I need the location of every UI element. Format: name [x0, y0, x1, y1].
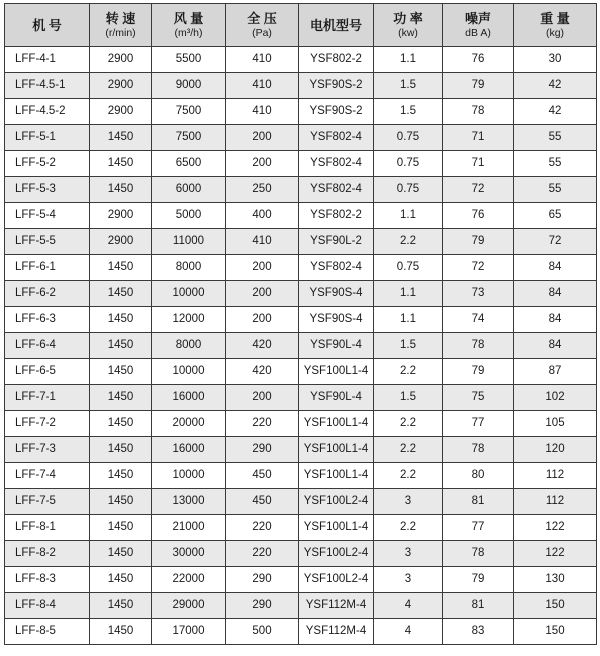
noise-cell: 72: [443, 255, 514, 281]
motor-cell: YSF802-4: [299, 177, 374, 203]
model-cell: LFF-5-1: [5, 125, 90, 151]
pressure-cell: 420: [226, 359, 299, 385]
table-row: [5, 151, 597, 177]
fan-spec-table: [4, 3, 597, 645]
speed-cell: 2900: [90, 229, 152, 255]
header-motor-label: 电机型号: [309, 17, 362, 33]
airflow-cell: 22000: [152, 567, 226, 593]
pressure-cell: 200: [226, 385, 299, 411]
model-cell: LFF-5-4: [5, 203, 90, 229]
weight-cell: 150: [514, 593, 597, 619]
pressure-cell: 200: [226, 307, 299, 333]
pressure-cell: 290: [226, 567, 299, 593]
noise-cell: 77: [443, 411, 514, 437]
table-row: [5, 73, 597, 99]
airflow-cell: 9000: [152, 73, 226, 99]
power-cell: 3: [374, 567, 443, 593]
header-row: [5, 4, 597, 47]
motor-cell: YSF100L1-4: [299, 411, 374, 437]
speed-cell: 1450: [90, 125, 152, 151]
motor-cell: YSF802-4: [299, 151, 374, 177]
motor-cell: YSF90S-2: [299, 99, 374, 125]
speed-cell: 1450: [90, 437, 152, 463]
noise-cell: 81: [443, 489, 514, 515]
speed-cell: 1450: [90, 619, 152, 645]
airflow-cell: 10000: [152, 463, 226, 489]
pressure-cell: 410: [226, 229, 299, 255]
pressure-cell: 410: [226, 99, 299, 125]
speed-cell: 1450: [90, 515, 152, 541]
airflow-cell: 8000: [152, 255, 226, 281]
power-cell: 4: [374, 619, 443, 645]
model-cell: LFF-6-5: [5, 359, 90, 385]
power-cell: 1.5: [374, 333, 443, 359]
pressure-cell: 290: [226, 593, 299, 619]
noise-cell: 77: [443, 515, 514, 541]
noise-cell: 80: [443, 463, 514, 489]
motor-cell: YSF100L1-4: [299, 437, 374, 463]
table-row: [5, 203, 597, 229]
speed-cell: 2900: [90, 203, 152, 229]
header-airflow: [152, 4, 226, 47]
header-noise-label: 噪声: [464, 10, 491, 26]
weight-cell: 112: [514, 489, 597, 515]
airflow-cell: 29000: [152, 593, 226, 619]
header-power: [374, 4, 443, 47]
power-cell: 1.5: [374, 99, 443, 125]
pressure-cell: 200: [226, 255, 299, 281]
motor-cell: YSF802-2: [299, 47, 374, 73]
noise-cell: 76: [443, 203, 514, 229]
motor-cell: YSF90S-2: [299, 73, 374, 99]
noise-cell: 73: [443, 281, 514, 307]
power-cell: 2.2: [374, 515, 443, 541]
airflow-cell: 6000: [152, 177, 226, 203]
noise-cell: 81: [443, 593, 514, 619]
model-cell: LFF-7-2: [5, 411, 90, 437]
weight-cell: 84: [514, 255, 597, 281]
header-weight-unit: (kg): [545, 26, 565, 39]
model-cell: LFF-4-1: [5, 47, 90, 73]
power-cell: 2.2: [374, 411, 443, 437]
motor-cell: YSF100L1-4: [299, 463, 374, 489]
weight-cell: 84: [514, 333, 597, 359]
motor-cell: YSF112M-4: [299, 619, 374, 645]
header-noise: [443, 4, 514, 47]
table-row: [5, 463, 597, 489]
header-pressure: [226, 4, 299, 47]
pressure-cell: 200: [226, 151, 299, 177]
header-airflow-label: 风 量: [173, 10, 204, 26]
table-row: [5, 99, 597, 125]
speed-cell: 1450: [90, 593, 152, 619]
noise-cell: 78: [443, 333, 514, 359]
power-cell: 0.75: [374, 177, 443, 203]
model-cell: LFF-7-1: [5, 385, 90, 411]
pressure-cell: 450: [226, 489, 299, 515]
motor-cell: YSF100L2-4: [299, 489, 374, 515]
header-model-label: 机 号: [32, 17, 62, 33]
weight-cell: 55: [514, 151, 597, 177]
table-header: [5, 4, 597, 47]
speed-cell: 1450: [90, 281, 152, 307]
header-speed-unit: (r/min): [105, 26, 136, 39]
speed-cell: 1450: [90, 333, 152, 359]
airflow-cell: 5500: [152, 47, 226, 73]
table-row: [5, 359, 597, 385]
model-cell: LFF-4.5-2: [5, 99, 90, 125]
power-cell: 0.75: [374, 151, 443, 177]
model-cell: LFF-7-5: [5, 489, 90, 515]
weight-cell: 122: [514, 541, 597, 567]
power-cell: 1.5: [374, 385, 443, 411]
airflow-cell: 11000: [152, 229, 226, 255]
weight-cell: 102: [514, 385, 597, 411]
airflow-cell: 7500: [152, 99, 226, 125]
weight-cell: 84: [514, 281, 597, 307]
noise-cell: 79: [443, 229, 514, 255]
power-cell: 0.75: [374, 125, 443, 151]
motor-cell: YSF100L2-4: [299, 567, 374, 593]
header-noise-unit: dB A): [465, 26, 491, 39]
weight-cell: 122: [514, 515, 597, 541]
weight-cell: 112: [514, 463, 597, 489]
airflow-cell: 13000: [152, 489, 226, 515]
pressure-cell: 220: [226, 411, 299, 437]
power-cell: 1.1: [374, 307, 443, 333]
power-cell: 2.2: [374, 463, 443, 489]
noise-cell: 71: [443, 125, 514, 151]
table-row: [5, 229, 597, 255]
table-row: [5, 541, 597, 567]
speed-cell: 2900: [90, 47, 152, 73]
noise-cell: 79: [443, 359, 514, 385]
speed-cell: 1450: [90, 307, 152, 333]
motor-cell: YSF90S-4: [299, 307, 374, 333]
table-body: [5, 47, 597, 645]
header-weight: [514, 4, 597, 47]
weight-cell: 30: [514, 47, 597, 73]
motor-cell: YSF90L-4: [299, 333, 374, 359]
noise-cell: 78: [443, 99, 514, 125]
header-speed-label: 转 速: [105, 10, 136, 26]
power-cell: 4: [374, 593, 443, 619]
header-speed: [90, 4, 152, 47]
model-cell: LFF-6-2: [5, 281, 90, 307]
airflow-cell: 16000: [152, 385, 226, 411]
table-row: [5, 437, 597, 463]
speed-cell: 1450: [90, 255, 152, 281]
model-cell: LFF-6-1: [5, 255, 90, 281]
airflow-cell: 21000: [152, 515, 226, 541]
header-model: [5, 4, 90, 47]
model-cell: LFF-6-4: [5, 333, 90, 359]
motor-cell: YSF112M-4: [299, 593, 374, 619]
model-cell: LFF-5-2: [5, 151, 90, 177]
power-cell: 1.5: [374, 73, 443, 99]
speed-cell: 1450: [90, 359, 152, 385]
motor-cell: YSF802-2: [299, 203, 374, 229]
airflow-cell: 6500: [152, 151, 226, 177]
model-cell: LFF-8-5: [5, 619, 90, 645]
motor-cell: YSF90S-4: [299, 281, 374, 307]
pressure-cell: 450: [226, 463, 299, 489]
noise-cell: 78: [443, 541, 514, 567]
motor-cell: YSF90L-2: [299, 229, 374, 255]
airflow-cell: 30000: [152, 541, 226, 567]
speed-cell: 1450: [90, 151, 152, 177]
pressure-cell: 400: [226, 203, 299, 229]
header-pressure-unit: (Pa): [252, 26, 272, 39]
pressure-cell: 290: [226, 437, 299, 463]
motor-cell: YSF100L1-4: [299, 359, 374, 385]
motor-cell: YSF90L-4: [299, 385, 374, 411]
motor-cell: YSF802-4: [299, 255, 374, 281]
noise-cell: 72: [443, 177, 514, 203]
noise-cell: 71: [443, 151, 514, 177]
motor-cell: YSF802-4: [299, 125, 374, 151]
pressure-cell: 410: [226, 73, 299, 99]
model-cell: LFF-8-1: [5, 515, 90, 541]
speed-cell: 1450: [90, 541, 152, 567]
power-cell: 3: [374, 489, 443, 515]
weight-cell: 150: [514, 619, 597, 645]
weight-cell: 130: [514, 567, 597, 593]
table-row: [5, 177, 597, 203]
table-row: [5, 619, 597, 645]
weight-cell: 84: [514, 307, 597, 333]
speed-cell: 2900: [90, 99, 152, 125]
model-cell: LFF-5-5: [5, 229, 90, 255]
noise-cell: 75: [443, 385, 514, 411]
airflow-cell: 16000: [152, 437, 226, 463]
pressure-cell: 250: [226, 177, 299, 203]
airflow-cell: 7500: [152, 125, 226, 151]
table-row: [5, 593, 597, 619]
weight-cell: 87: [514, 359, 597, 385]
airflow-cell: 5000: [152, 203, 226, 229]
pressure-cell: 410: [226, 47, 299, 73]
power-cell: 2.2: [374, 229, 443, 255]
table-row: [5, 567, 597, 593]
airflow-cell: 12000: [152, 307, 226, 333]
table-row: [5, 489, 597, 515]
power-cell: 0.75: [374, 255, 443, 281]
weight-cell: 105: [514, 411, 597, 437]
model-cell: LFF-8-3: [5, 567, 90, 593]
speed-cell: 1450: [90, 463, 152, 489]
weight-cell: 42: [514, 99, 597, 125]
speed-cell: 1450: [90, 411, 152, 437]
table-row: [5, 515, 597, 541]
weight-cell: 55: [514, 125, 597, 151]
weight-cell: 72: [514, 229, 597, 255]
pressure-cell: 220: [226, 515, 299, 541]
table-row: [5, 281, 597, 307]
airflow-cell: 10000: [152, 359, 226, 385]
power-cell: 2.2: [374, 437, 443, 463]
header-motor: [299, 4, 374, 47]
weight-cell: 65: [514, 203, 597, 229]
speed-cell: 1450: [90, 489, 152, 515]
motor-cell: YSF100L1-4: [299, 515, 374, 541]
table-row: [5, 333, 597, 359]
model-cell: LFF-6-3: [5, 307, 90, 333]
power-cell: 2.2: [374, 359, 443, 385]
airflow-cell: 10000: [152, 281, 226, 307]
airflow-cell: 20000: [152, 411, 226, 437]
pressure-cell: 220: [226, 541, 299, 567]
airflow-cell: 8000: [152, 333, 226, 359]
pressure-cell: 200: [226, 281, 299, 307]
model-cell: LFF-8-4: [5, 593, 90, 619]
model-cell: LFF-7-4: [5, 463, 90, 489]
noise-cell: 83: [443, 619, 514, 645]
noise-cell: 79: [443, 73, 514, 99]
noise-cell: 79: [443, 567, 514, 593]
header-pressure-label: 全 压: [247, 10, 277, 26]
pressure-cell: 200: [226, 125, 299, 151]
pressure-cell: 420: [226, 333, 299, 359]
header-weight-label: 重 量: [540, 10, 570, 26]
motor-cell: YSF100L2-4: [299, 541, 374, 567]
weight-cell: 55: [514, 177, 597, 203]
noise-cell: 74: [443, 307, 514, 333]
pressure-cell: 500: [226, 619, 299, 645]
power-cell: 3: [374, 541, 443, 567]
noise-cell: 76: [443, 47, 514, 73]
power-cell: 1.1: [374, 203, 443, 229]
table-row: [5, 385, 597, 411]
weight-cell: 42: [514, 73, 597, 99]
model-cell: LFF-7-3: [5, 437, 90, 463]
header-power-unit: (kw): [398, 26, 418, 39]
airflow-cell: 17000: [152, 619, 226, 645]
table-row: [5, 255, 597, 281]
header-power-label: 功 率: [393, 10, 423, 26]
model-cell: LFF-4.5-1: [5, 73, 90, 99]
table-row: [5, 125, 597, 151]
noise-cell: 78: [443, 437, 514, 463]
power-cell: 1.1: [374, 47, 443, 73]
weight-cell: 120: [514, 437, 597, 463]
model-cell: LFF-8-2: [5, 541, 90, 567]
speed-cell: 1450: [90, 177, 152, 203]
speed-cell: 1450: [90, 567, 152, 593]
table-row: [5, 411, 597, 437]
speed-cell: 1450: [90, 385, 152, 411]
power-cell: 1.1: [374, 281, 443, 307]
header-airflow-unit: (m³/h): [174, 26, 203, 39]
fan-spec-sheet: [4, 3, 596, 645]
model-cell: LFF-5-3: [5, 177, 90, 203]
table-row: [5, 47, 597, 73]
speed-cell: 2900: [90, 73, 152, 99]
table-row: [5, 307, 597, 333]
